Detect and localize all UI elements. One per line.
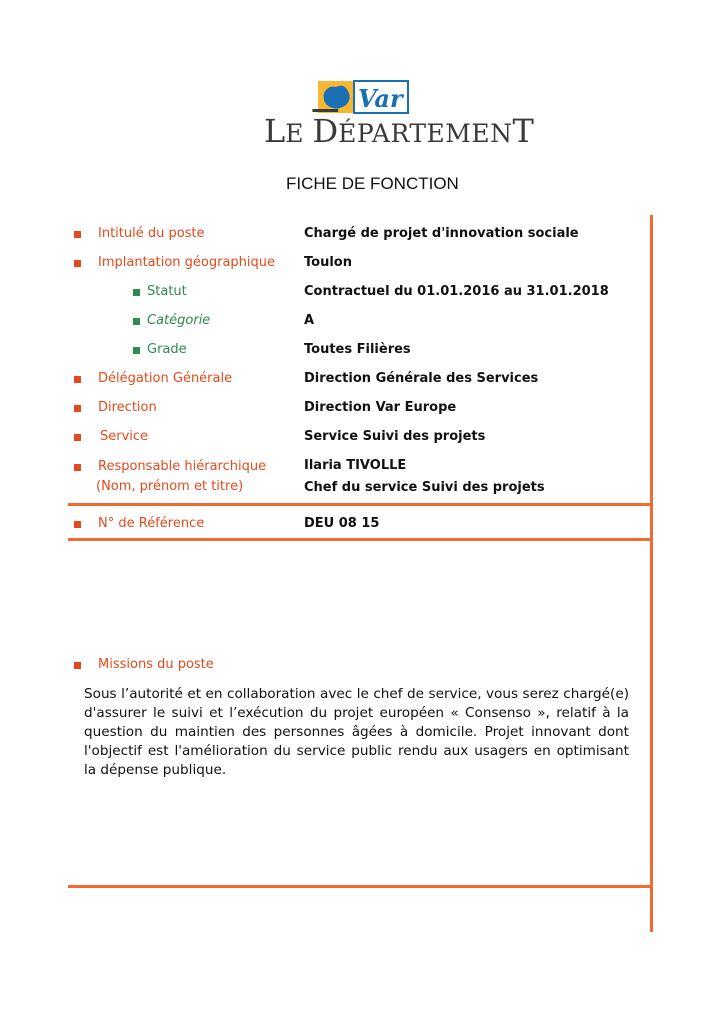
field-direction [0,399,724,419]
square-bullet-icon [74,464,81,471]
field-sublabel: (Nom, prénom et titre) [96,479,244,494]
square-bullet-icon [74,231,81,238]
missions-label: Missions du poste [98,657,214,672]
field-value: Toulon [304,255,352,270]
field-label: Catégorie [147,313,211,328]
square-bullet-icon [74,405,81,412]
separator-end-missions [68,885,652,888]
square-bullet-icon [74,521,81,528]
field-service [0,428,724,448]
square-bullet-icon [133,347,140,354]
logo-text: Var [358,84,403,113]
document-title: FICHE DE FONCTION [286,174,459,193]
field-value-title: Chef du service Suivi des projets [304,480,545,495]
field-label: Délégation Générale [98,371,233,386]
field-value: Service Suivi des projets [304,429,486,444]
field-grade [0,341,724,361]
field-label: N° de Référence [98,516,205,531]
field-statut [0,283,724,303]
field-value: Contractuel du 01.01.2016 au 31.01.2018 [304,284,609,299]
separator-bottom-reference [68,538,652,541]
missions-description: Sous l’autorité et en collaboration avec le chef de service, vous serez chargé(e) d'assurer le suivi et l’exécution du projet européen « Consenso », relatif à la question du maintien des personnes âgées à domicile. Projet innovant dont l'objectif est l'amélioration du service public rendu aux usagers en optimisant la dépense publique. [84,686,629,778]
separator-top-reference [68,503,652,506]
field-label: Statut [147,284,187,299]
field-reference [0,515,724,535]
square-bullet-icon [133,289,140,296]
square-bullet-icon [74,260,81,267]
field-value: DEU 08 15 [304,516,380,531]
square-bullet-icon [74,376,81,383]
field-label: Intitulé du poste [98,226,205,241]
field-intitule [0,225,724,245]
square-bullet-icon [74,662,81,669]
field-responsable [0,458,724,498]
var-department-logo [318,79,410,115]
department-title: LE $\overline{D}ÉPARTEMENT$ [264,112,534,150]
field-label: Responsable hiérarchique [98,459,267,474]
field-value: Direction Générale des Services [304,371,539,386]
field-value: Chargé de projet d'innovation sociale [304,226,579,241]
field-label: Implantation géographique [98,255,276,270]
field-label: Direction [98,400,157,415]
field-value: A [304,313,315,328]
field-categorie [0,312,724,332]
field-value: Ilaria TIVOLLE [304,458,407,473]
field-value: Toutes Filières [304,342,411,357]
square-bullet-icon [74,434,81,441]
field-implantation [0,254,724,274]
missions-heading [0,656,724,676]
field-label: Grade [147,342,187,357]
field-label: Service [100,429,149,444]
field-delegation [0,370,724,390]
square-bullet-icon [133,318,140,325]
field-value: Direction Var Europe [304,400,457,415]
